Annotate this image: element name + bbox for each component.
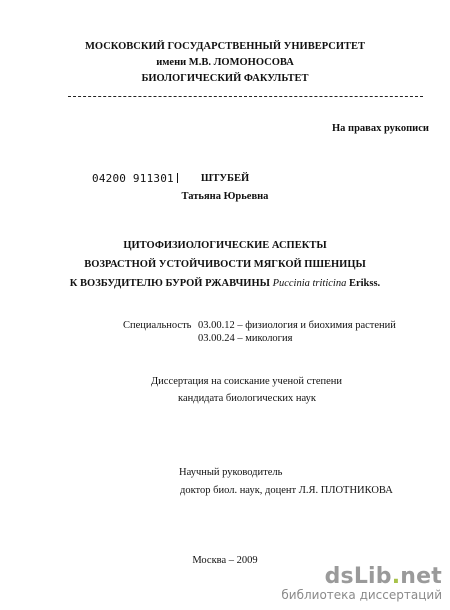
title-species-author: Erikss.	[348, 278, 381, 289]
header-divider	[68, 96, 423, 97]
specialty-item-2: 03.00.24 – микология	[198, 333, 293, 344]
manuscript-note: На правах рукописи	[332, 123, 429, 134]
faculty-name: БИОЛОГИЧЕСКИЙ ФАКУЛЬТЕТ	[141, 73, 309, 84]
stamp-code: 04200 911301	[92, 172, 174, 185]
title-line-3	[0, 278, 450, 290]
author-surname: ШТУБЕЙ	[200, 173, 250, 184]
author-given-names: Татьяна Юрьевна	[181, 191, 269, 202]
supervisor-label: Научный руководитель	[179, 467, 283, 478]
specialty-label: Специальность	[123, 320, 192, 331]
title-line-2: ВОЗРАСТНОЙ УСТОЙЧИВОСТИ МЯГКОЙ ПШЕНИЦЫ	[84, 259, 366, 270]
dslib-watermark	[281, 566, 442, 602]
place-year: Москва – 2009	[192, 555, 258, 566]
degree-line-1: Диссертация на соискание ученой степени	[151, 376, 343, 387]
supervisor-name: доктор биол. наук, доцент Л.Я. ПЛОТНИКОВА	[180, 485, 393, 496]
title-line-3-prefix: К ВОЗБУДИТЕЛЮ БУРОЙ РЖАВЧИНЫ	[69, 278, 270, 289]
title-line-1: ЦИТОФИЗИОЛОГИЧЕСКИЕ АСПЕКТЫ	[123, 240, 327, 251]
title-species-name: Puccinia triticina	[272, 278, 347, 289]
watermark-logo: dsLib.net	[324, 564, 442, 589]
specialty-item-1: 03.00.12 – физиология и биохимия растений	[198, 320, 396, 331]
university-name: МОСКОВСКИЙ ГОСУДАРСТВЕННЫЙ УНИВЕРСИТЕТ	[85, 41, 365, 52]
university-named-after: имени М.В. ЛОМОНОСОВА	[156, 57, 294, 68]
degree-line-2: кандидата биологических наук	[178, 393, 316, 404]
watermark-subtitle: библиотека диссертаций	[281, 588, 442, 602]
